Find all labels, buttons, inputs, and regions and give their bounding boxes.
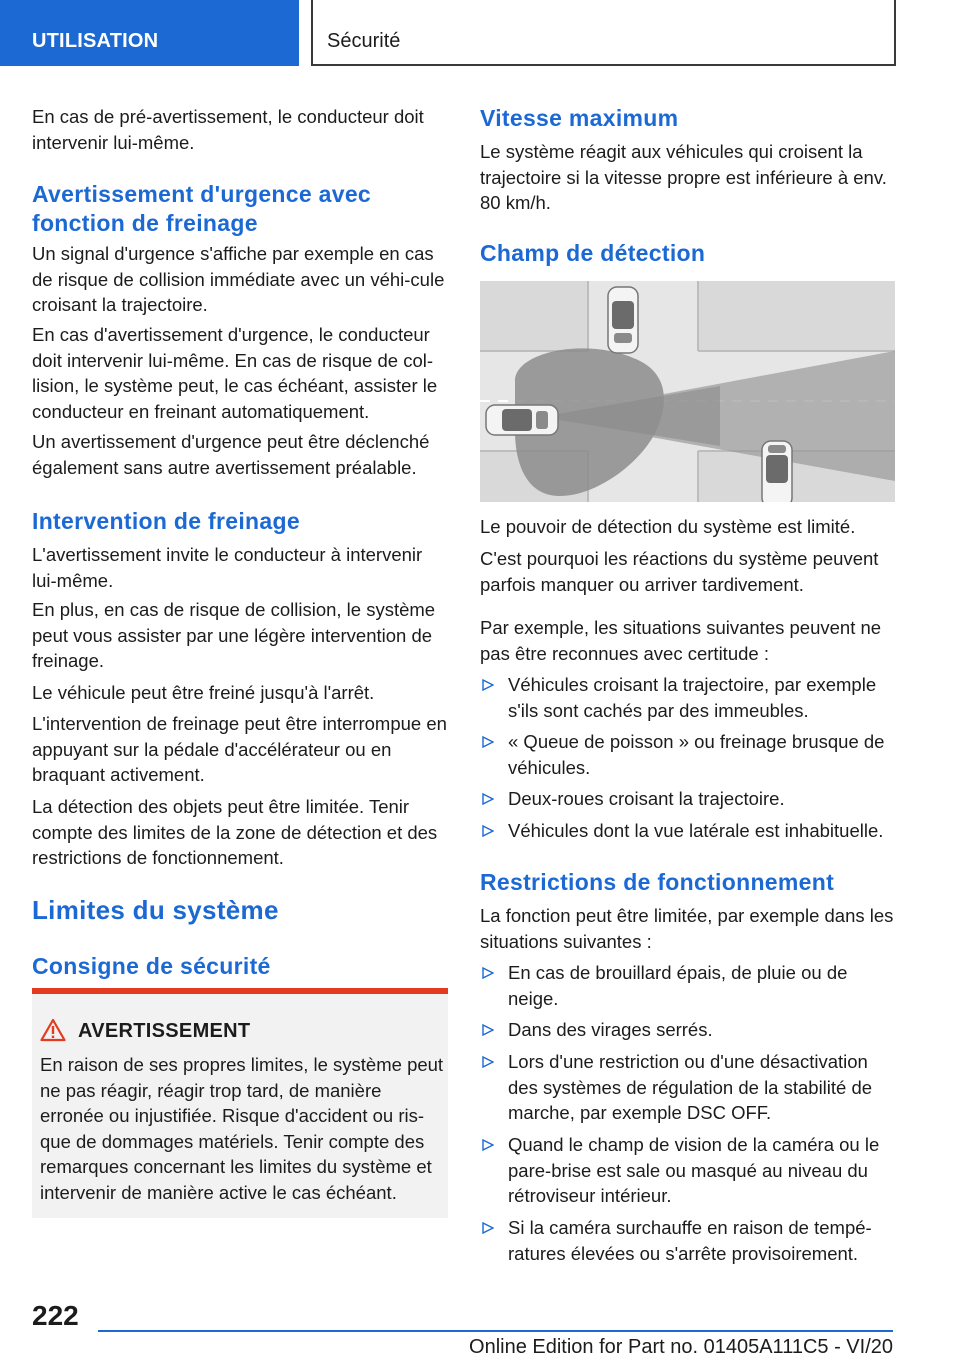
list-item-text: Lors d'une restriction ou d'une désactivation des systèmes de régulation de la stabilité de marche, par exemple DSC OFF. [508,1051,873,1123]
paragraph: Par exemple, les situations suivantes peuvent ne pas être reconnues avec certitude : [480,617,882,664]
section-title: UTILISATION [32,30,159,52]
ego-car [486,405,558,435]
heading-restrictions: Restrictions de fonctionnement [480,869,835,895]
paragraph: En plus, en cas de risque de collision, le système peut vous assister par une légère intervention de freinage. [32,599,436,671]
triangle-bullet-icon [482,736,494,748]
warning-text: En raison de ses propres limites, le système peut ne pas réagir, réagir trop tard, de manière erronée ou injustifiée. Risque d'accident ou ris-que de dommages matériels. Tenir compte des remarques concernant les limites du système et intervenir de manière active le cas échéant. [40,1054,444,1203]
warning-triangle-icon [40,1018,66,1042]
list-item-text: Quand le champ de vision de la caméra ou le pare-brise est sale ou masqué au niveau du rétroviseur intérieur. [508,1134,880,1206]
triangle-bullet-icon [482,1056,494,1068]
heading-vitesse-maximum: Vitesse maximum [480,105,679,131]
triangle-bullet-icon [482,679,494,691]
warning-box [32,988,448,1218]
heading-avertissement-urgence: Avertissement d'urgence avec fonction de freinage [32,181,372,236]
paragraph: C'est pourquoi les réactions du système peuvent parfois manquer ou arriver tardivement. [480,548,879,595]
heading-consigne-securite: Consigne de sécurité [32,953,271,979]
detection-field-illustration [480,281,895,502]
paragraph: La fonction peut être limitée, par exemple dans les situations suivantes : [480,905,894,952]
list-item-text: Véhicules croisant la trajectoire, par exemple s'ils sont cachés par des immeubles. [508,674,877,721]
triangle-bullet-icon [482,1139,494,1151]
paragraph: Le système réagit aux véhicules qui croisent la trajectoire si la vitesse propre est inférieure à env. 80 km/h. [480,141,887,213]
paragraph: Un signal d'urgence s'affiche par exemple en cas de risque de collision immédiate avec un véhi-cule croisant la trajectoire. [32,243,445,315]
crossing-car-top [608,287,638,353]
triangle-bullet-icon [482,967,494,979]
paragraph: L'intervention de freinage peut être interrompue en appuyant sur la pédale d'accélérateur ou en braquant activement. [32,713,447,785]
edition-note: Online Edition for Part no. 01405A111C5 - VI/20 [469,1336,893,1358]
page-number: 222 [32,1300,79,1331]
paragraph: Le véhicule peut être freiné jusqu'à l'arrêt. [32,682,375,703]
footer-divider [98,1330,893,1332]
chapter-tab [311,0,896,66]
triangle-bullet-icon [482,825,494,837]
list-item-text: « Queue de poisson » ou freinage brusque de véhicules. [508,731,885,778]
paragraph: En cas d'avertissement d'urgence, le conducteur doit intervenir lui-même. En cas de risque de col-lision, le système peut, le cas échéant, assister le conducteur en freinant automatiquement. [32,324,438,422]
paragraph: Le pouvoir de détection du système est limité. [480,516,856,537]
warning-title: AVERTISSEMENT [78,1020,251,1042]
list-item-text: Dans des virages serrés. [508,1019,713,1040]
list-item-text: Deux-roues croisant la trajectoire. [508,788,785,809]
heading-limites-systeme: Limites du système [32,895,279,925]
paragraph: Un avertissement d'urgence peut être déclenché également sans autre avertissement préalable. [32,431,430,478]
triangle-bullet-icon [482,793,494,805]
detection-field-diagram [480,281,895,502]
triangle-bullet-icon [482,1024,494,1036]
triangle-bullet-icon [482,1222,494,1234]
heading-intervention-freinage: Intervention de freinage [32,508,300,534]
chapter-title: Sécurité [327,30,401,52]
list-item-text: Si la caméra surchauffe en raison de tempé-ratures élevées ou s'arrête provisoirement. [508,1217,872,1264]
paragraph: L'avertissement invite le conducteur à intervenir lui-même. [32,544,423,591]
list-item-text: En cas de brouillard épais, de pluie ou de neige. [508,962,848,1009]
paragraph: La détection des objets peut être limitée. Tenir compte des limites de la zone de détection et des restrictions de fonctionnement. [32,796,438,868]
section-tab [0,0,299,66]
crossing-car-right [762,441,792,502]
heading-champ-detection: Champ de détection [480,240,706,266]
intro-paragraph: En cas de pré-avertissement, le conducteur doit intervenir lui-même. [32,106,424,153]
list-item-text: Véhicules dont la vue latérale est inhabituelle. [508,820,884,841]
